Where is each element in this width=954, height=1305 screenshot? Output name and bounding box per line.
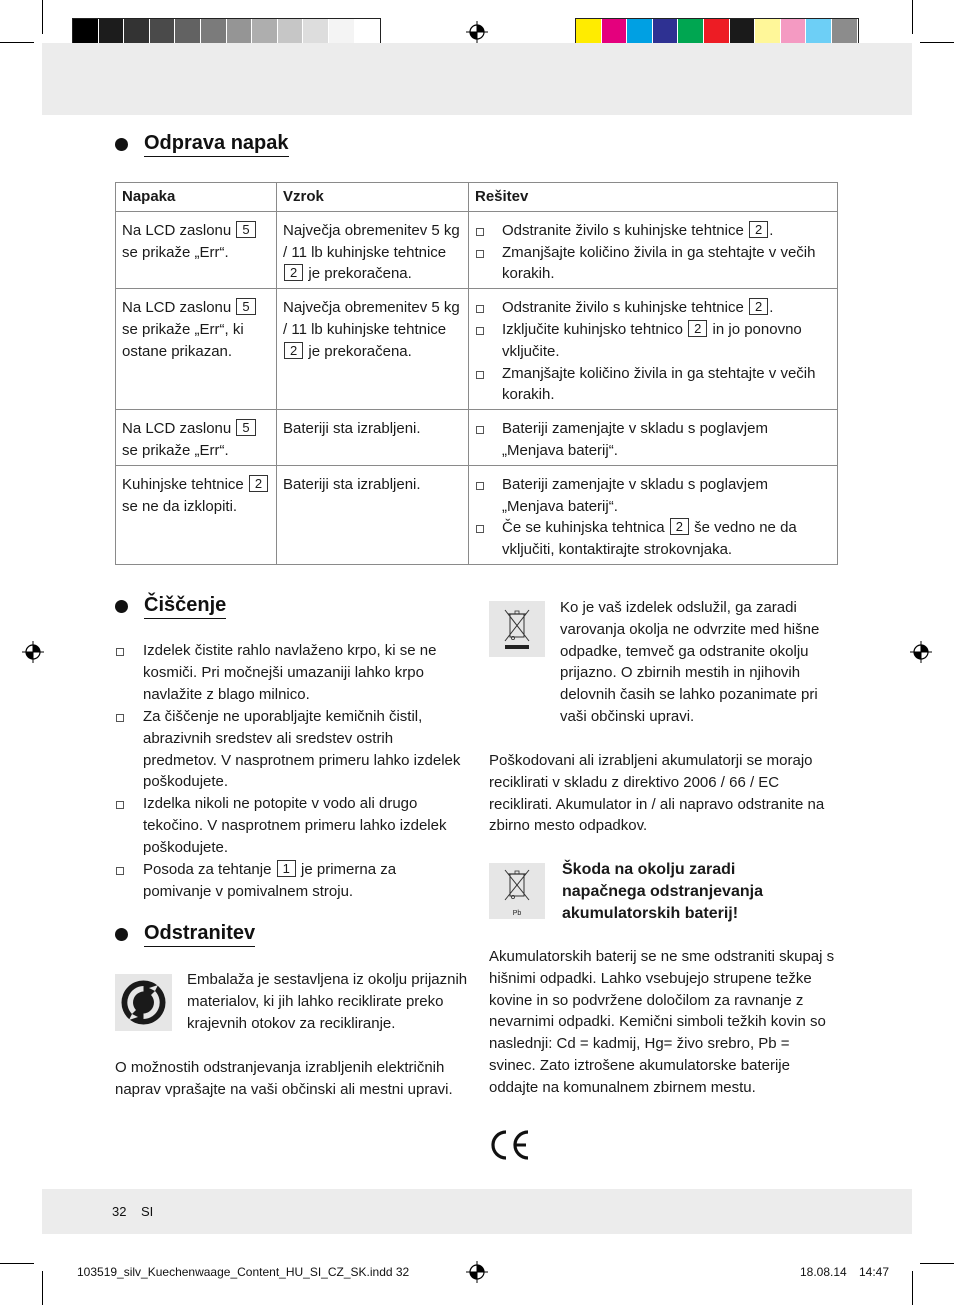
problem-cell — [116, 289, 277, 410]
solution-cell — [469, 410, 838, 466]
part-reference-number: 2 — [670, 518, 689, 535]
list-item — [115, 706, 467, 794]
registration-mark-bottom — [466, 1261, 488, 1283]
battery-disposal-text: Akumulatorskih baterij se ne sme odstraniti skupaj s hišnimi odpadki. Lahko vsebujejo strupene težke kovine in so podvržene določilom za ravnanje z nevarnimi odpadki. Kemični simboli težkih kovin so naslednji: Cd = kadmij, Hg= živo srebro, Pb = svinec. Zato iztrošene akumulatorske baterije oddajte na komunalnem zbirnem mestu. — [489, 948, 835, 1096]
solution-item — [475, 242, 831, 286]
heading-text: Odstranitev — [144, 922, 255, 947]
table-row — [116, 410, 838, 466]
cause-cell — [277, 465, 469, 564]
text-segment: se prikaže „Err“. — [122, 243, 229, 261]
solution-item — [475, 418, 831, 462]
solution-list — [475, 220, 831, 285]
solution-cell — [469, 465, 838, 564]
text-segment: še vedno ne da vključiti, kontaktirajte strokovnjaka. — [502, 519, 797, 559]
pb-label: Pb — [512, 910, 522, 917]
text-segment: Odstranite živilo s kuhinjske tehtnice — [502, 299, 744, 317]
text-segment: je prekoračena. — [308, 342, 412, 360]
part-reference-number: 2 — [284, 264, 303, 281]
heading-text: Čiščenje — [144, 594, 226, 619]
text-segment: Zmanjšajte količino živila in ga stehtajte v večih korakih. — [502, 364, 816, 404]
registration-mark-right — [910, 641, 932, 663]
problem-cell — [116, 211, 277, 288]
text-segment: Izdelka nikoli ne potopite v vodo ali drugo tekočino. V nasprotnem primeru lahko izdelek poškodujete. — [143, 795, 447, 857]
text-segment: Za čiščenje ne uporabljajte kemičnih čistil, abrazivnih sredstev ali sredstev ostrih predmetov. V nasprotnem primeru lahko izdelek poškodujete. — [143, 707, 461, 791]
crossed-bin-icon — [489, 601, 545, 657]
footer-band — [42, 1189, 912, 1234]
column-header-cause: Vzrok — [277, 183, 469, 212]
cmyk-color-bar — [575, 18, 859, 46]
text-segment: Odstranite živilo s kuhinjske tehtnice — [502, 221, 744, 239]
text-segment: se prikaže „Err“, ki ostane prikazan. — [122, 320, 244, 360]
cause-cell — [277, 211, 469, 288]
packaging-text: Embalaža je sestavljena iz okolju prijaznih materialov, ki jih lahko reciklirate preko krajevnih otokov za recikliranje. — [187, 971, 468, 1032]
part-reference-number: 5 — [236, 298, 255, 315]
text-segment: in jo ponovno vključite. — [502, 320, 802, 360]
text-segment: Na LCD zaslonu — [122, 299, 232, 317]
solution-list — [475, 418, 831, 462]
text-segment: Kuhinjske tehtnice — [122, 475, 244, 493]
text-segment: Posoda za tehtanje — [143, 861, 272, 879]
text-segment: Največja obremenitev 5 kg / 11 lb kuhinjske tehtnice — [283, 299, 460, 338]
solution-item — [475, 319, 831, 363]
bullet-dot-icon — [115, 138, 128, 151]
page-number: 32 — [112, 1204, 127, 1219]
text-segment: Na LCD zaslonu — [122, 221, 232, 239]
part-reference-number: 2 — [749, 221, 768, 238]
bullet-dot-icon — [115, 928, 128, 941]
header-band — [42, 43, 912, 115]
section-heading-troubleshooting — [115, 132, 289, 157]
troubleshooting-table — [115, 182, 838, 565]
solution-item — [475, 220, 831, 242]
text-segment: je primerna za pomivanje v pomivalnem stroju. — [143, 861, 397, 900]
grayscale-color-bar — [72, 18, 381, 46]
file-name: 103519_silv_Kuechenwaage_Content_HU_SI_CZ_SK.indd 32 — [77, 1265, 410, 1279]
text-segment: Bateriji sta izrabljeni. — [283, 475, 421, 493]
solution-list — [475, 297, 831, 406]
table-row — [116, 465, 838, 564]
text-segment: Na LCD zaslonu — [122, 420, 232, 438]
cleaning-list — [115, 640, 467, 903]
problem-cell — [116, 410, 277, 466]
solution-item — [475, 363, 831, 407]
green-dot-recycling-icon — [115, 974, 172, 1031]
text-segment: Največja obremenitev 5 kg / 11 lb kuhinjske tehtnice — [283, 221, 460, 261]
text-segment: Bateriji zamenjajte v skladu s poglavjem „Menjava baterij“. — [502, 475, 768, 515]
column-header-solution: Rešitev — [469, 183, 838, 212]
file-date: 18.08.14 — [800, 1265, 847, 1279]
list-item — [115, 640, 467, 706]
electrical-disposal-text: O možnostih odstranjevanja izrabljenih električnih naprav vprašajte na vaši občinski ali mestni upravi. — [115, 1059, 453, 1098]
registration-mark-left — [22, 641, 44, 663]
part-reference-number: 2 — [249, 475, 268, 492]
text-segment: Bateriji sta izrabljeni. — [283, 420, 421, 438]
list-item — [115, 859, 467, 903]
text-segment: . — [769, 221, 774, 239]
text-segment: se ne da izklopiti. — [122, 497, 238, 515]
part-reference-number: 2 — [284, 342, 303, 359]
heading-text: Odprava napak — [144, 132, 289, 157]
column-header-problem: Napaka — [116, 183, 277, 212]
part-reference-number: 1 — [277, 860, 296, 877]
text-segment: Zmanjšajte količino živila in ga stehtajte v večih korakih. — [502, 243, 816, 283]
table-header-row — [116, 183, 838, 212]
cause-cell — [277, 410, 469, 466]
solution-item — [475, 517, 831, 561]
table-row — [116, 211, 838, 288]
page-language: SI — [141, 1204, 154, 1219]
solution-cell — [469, 289, 838, 410]
list-item — [115, 793, 467, 859]
text-segment: se prikaže „Err“. — [122, 441, 229, 459]
section-heading-disposal — [115, 922, 255, 947]
battery-bin-pb-icon — [489, 863, 545, 919]
batteries-recycling-text: Poškodovani ali izrabljeni akumulatorji se morajo reciklirati v skladu z direktivo 2006 / 66 / EC reciklirati. Akumulator in / ali napravo odstranite na zbirno mesto odpadkov. — [489, 752, 825, 835]
weee-text: Ko je vaš izdelek odslužil, ga zaradi varovanja okolja ne odvrzite med hišne odpadke, temveč ga odstranite okolju prijazno. O zbirnih mestih in njihovih delovnih časih se lahko pozanimate pri vaši občinski upravi. — [560, 599, 820, 725]
text-segment: Izdelek čistite rahlo navlaženo krpo, ki se ne kosmiči. Pri močnejši umazaniji lahko krpo navlažite z blago milnico. — [143, 642, 437, 703]
part-reference-number: 5 — [236, 419, 255, 436]
text-segment: . — [769, 299, 774, 317]
solution-cell — [469, 211, 838, 288]
table-row — [116, 289, 838, 410]
solution-item — [475, 474, 831, 518]
part-reference-number: 2 — [688, 320, 707, 337]
file-time: 14:47 — [859, 1265, 890, 1279]
ce-mark-icon — [487, 1128, 531, 1162]
text-segment: Bateriji zamenjajte v skladu s poglavjem „Menjava baterij“. — [502, 420, 768, 459]
cause-cell — [277, 289, 469, 410]
text-segment: Če se kuhinjska tehtnica — [502, 519, 665, 537]
registration-mark-top — [466, 21, 488, 43]
bullet-dot-icon — [115, 600, 128, 613]
text-segment: Izključite kuhinjsko tehtnico — [502, 320, 683, 338]
solution-item — [475, 297, 831, 319]
battery-warning-title: Škoda na okolju zaradi napačnega odstranjevanja akumulatorskih baterij! — [562, 861, 763, 922]
section-heading-cleaning — [115, 594, 226, 619]
text-segment: je prekoračena. — [308, 265, 412, 283]
part-reference-number: 5 — [236, 221, 255, 238]
part-reference-number: 2 — [749, 298, 768, 315]
problem-cell — [116, 465, 277, 564]
solution-list — [475, 474, 831, 561]
